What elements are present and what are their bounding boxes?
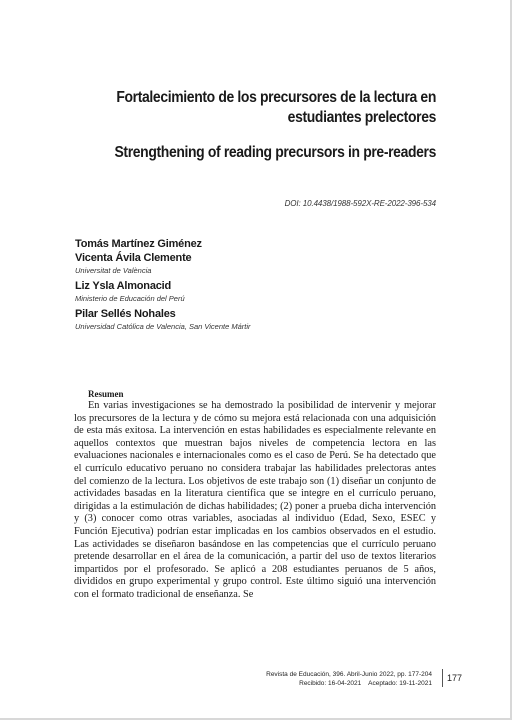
author-name: Pilar Sellés Nohales: [75, 308, 176, 320]
abstract: [74, 388, 436, 602]
doi: DOI: 10.4438/1988-592X-RE-2022-396-534: [284, 199, 436, 208]
abstract-text: En varias investigaciones se ha demostrado la posibilidad de intervenir y mejorar los precursores de la lectura y de cómo su mejora está relacionada con una adquisición de esta más exitosa. La intervención en estas habilidades es especialmente relevante en aquellos contextos que muestran bajos niveles de competencia lectora en las evaluaciones nacionales e internacionales como es el caso de Perú. Se ha detectado que el currículo educativo peruano no considera trabajar las habilidades prelectoras antes del comienzo de la lectura. Los objetivos de este trabajo son (1) diseñar un conjunto de actividades basadas en la literatura científica que se integre en el currículo peruano, dirigidas a la estimulación de dichas habilidades; (2) poner a prueba dicha intervención y (3) conocer como otras variables, asociadas al individuo (Edad, Sexo, ESEC y Función Ejecutiva) podrían estar implicadas en los cambios observados en el estudio. Las actividades se diseñaron basándose en las competencias que el currículo peruano pretende desarrollar en el área de la comunicación, a partir del uso de textos literarios impartidos por el profesorado. Se aplicó a 208 estudiantes peruanos de 5 años, divididos en grupo experimental y grupo control. Este último siguió una intervención con el formato tradicional de enseñanza. Se: [74, 400, 436, 600]
author-name: Liz Ysla Almonacid: [75, 280, 172, 292]
footer: [266, 670, 432, 688]
abstract-heading: Resumen: [88, 389, 124, 399]
page-number: 177: [442, 669, 462, 687]
author-affiliation: Universidad Católica de Valencia, San Vicente Mártir: [75, 322, 251, 331]
title-english: Strengthening of reading precursors in pre-readers: [114, 144, 436, 161]
title-spanish: Fortalecimiento de los precursores de la lectura en estudiantes prelectores: [116, 89, 437, 126]
author-affiliation: Ministerio de Educación del Perú: [75, 294, 185, 303]
author-name: Tomás Martínez Giménez: [75, 238, 202, 250]
author-name: Vicenta Ávila Clemente: [75, 252, 192, 264]
author-affiliation: Universitat de València: [75, 266, 152, 275]
author-list: [75, 237, 251, 335]
received-accepted-dates: Recibido: 16-04-2021 Aceptado: 19-11-2021: [299, 680, 432, 687]
journal-citation: Revista de Educación, 396. Abril-Junio 2022, pp. 177-204: [266, 671, 432, 678]
title-block: [60, 88, 436, 163]
